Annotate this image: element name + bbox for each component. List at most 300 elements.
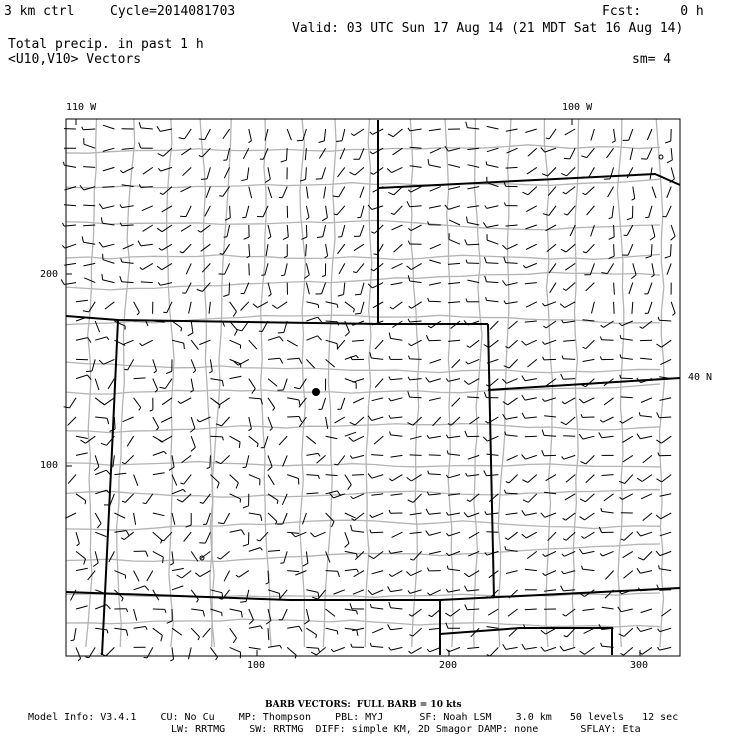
wind-barb xyxy=(191,340,198,350)
field-title-precip: Total precip. in past 1 h xyxy=(8,37,204,52)
wind-barb xyxy=(637,434,652,439)
wind-barb xyxy=(506,513,518,515)
wind-barb xyxy=(466,260,479,264)
top-label-100w: 100 W xyxy=(562,102,593,113)
wind-barb xyxy=(407,417,421,425)
wind-barb xyxy=(95,321,99,332)
wind-barb xyxy=(103,125,114,129)
wind-barb xyxy=(122,455,134,463)
wind-barb xyxy=(391,283,403,285)
wind-barb xyxy=(197,283,211,292)
wind-barb xyxy=(84,138,96,148)
wind-barb xyxy=(277,379,287,391)
wind-barb xyxy=(487,126,499,129)
wind-barb xyxy=(486,297,499,302)
wind-barb xyxy=(297,129,307,141)
wind-barb xyxy=(488,609,498,615)
wind-barb xyxy=(389,398,403,401)
wind-barb xyxy=(351,129,364,136)
wind-barb xyxy=(448,165,460,168)
wind-barb xyxy=(408,225,421,231)
wind-barb xyxy=(565,263,575,270)
wind-barb xyxy=(102,274,115,283)
county-border xyxy=(445,119,453,647)
wind-barb xyxy=(76,532,79,546)
wind-barb xyxy=(345,532,349,547)
wind-barb xyxy=(268,417,272,431)
wind-barb xyxy=(637,475,652,482)
wind-barb xyxy=(153,628,163,641)
wind-barb xyxy=(656,340,671,347)
wind-barb xyxy=(525,129,537,133)
wind-barb xyxy=(243,455,249,467)
wind-barb xyxy=(61,279,76,284)
wind-barb xyxy=(466,359,480,364)
wind-barb xyxy=(326,436,338,439)
wind-barb xyxy=(644,283,652,294)
wind-barb xyxy=(268,398,275,411)
wind-barb xyxy=(177,494,191,502)
county-border xyxy=(410,119,419,647)
wind-barb xyxy=(467,187,479,189)
wind-barb xyxy=(581,532,594,538)
county-border xyxy=(261,119,272,647)
wind-barb xyxy=(268,283,271,297)
wind-barb xyxy=(604,494,614,501)
wind-barb xyxy=(526,225,537,229)
wind-barb xyxy=(319,129,326,143)
wind-barb xyxy=(546,475,556,481)
wind-barb xyxy=(201,244,211,251)
wind-barb xyxy=(159,244,172,250)
wind-barb xyxy=(580,494,594,502)
wind-barb xyxy=(466,473,480,476)
wind-barb xyxy=(180,206,191,217)
wind-barb xyxy=(638,551,652,560)
wind-barb xyxy=(139,143,153,149)
wind-barb xyxy=(172,340,184,349)
wind-barb xyxy=(645,206,652,218)
wind-barb xyxy=(249,340,257,349)
wind-barb xyxy=(326,417,328,429)
axis-ticks xyxy=(66,119,680,656)
wind-barb xyxy=(172,628,182,635)
wind-barb xyxy=(623,129,633,140)
wind-barb xyxy=(350,167,365,175)
wind-barb xyxy=(448,187,460,190)
wind-barb xyxy=(99,204,114,209)
wind-barb xyxy=(388,586,403,591)
wind-barb xyxy=(95,532,106,536)
wind-barb xyxy=(216,417,230,426)
wind-barb xyxy=(487,454,499,455)
wind-barb xyxy=(527,167,537,174)
wind-barb xyxy=(201,551,211,558)
wind-barb xyxy=(389,602,403,609)
wind-barb xyxy=(392,532,403,537)
wind-barb xyxy=(525,609,537,610)
wind-barb xyxy=(114,473,126,474)
wind-barb xyxy=(368,205,383,210)
wind-barb xyxy=(465,239,480,245)
wind-barb xyxy=(503,644,518,649)
wind-barb xyxy=(127,436,133,446)
wind-barb xyxy=(122,494,134,503)
wind-barb xyxy=(656,513,671,519)
wind-barb xyxy=(268,225,271,239)
wind-barb xyxy=(637,531,652,536)
wind-barb xyxy=(353,379,364,383)
wind-barb xyxy=(372,628,383,633)
wind-barb xyxy=(632,302,633,314)
wind-barb xyxy=(487,627,499,629)
wind-barb xyxy=(134,627,148,630)
field-title-vectors: <U10,V10> Vectors xyxy=(8,52,142,67)
wind-barb xyxy=(542,167,556,176)
wind-barb xyxy=(143,225,153,231)
wind-barb xyxy=(429,551,441,554)
wind-barb xyxy=(659,565,672,570)
wind-barb xyxy=(351,644,364,648)
wind-barb xyxy=(306,453,320,456)
wind-barb xyxy=(624,571,633,579)
wind-barb xyxy=(121,259,134,264)
wind-barb xyxy=(368,416,383,421)
wind-barb xyxy=(68,417,77,426)
wind-barb xyxy=(345,475,352,490)
wind-barb xyxy=(550,283,556,293)
wind-barb xyxy=(287,398,300,406)
wind-barb xyxy=(631,263,636,278)
wind-barb xyxy=(184,532,192,541)
wind-barb xyxy=(95,513,101,528)
wind-barb xyxy=(76,300,88,302)
wind-barb xyxy=(410,166,422,168)
wind-barb xyxy=(426,509,441,514)
wind-barb xyxy=(562,455,576,459)
wind-barb xyxy=(172,321,182,331)
wind-barb xyxy=(368,590,383,595)
wind-barb xyxy=(324,187,326,199)
wind-barb xyxy=(325,244,328,258)
wind-barb xyxy=(345,569,359,572)
wind-barb xyxy=(159,436,172,442)
wind-barb xyxy=(338,283,345,297)
wind-barb xyxy=(429,206,441,208)
wind-barb xyxy=(287,475,299,485)
wind-barb xyxy=(563,340,575,341)
wind-barb xyxy=(526,302,537,307)
wind-barb xyxy=(64,398,76,408)
wind-barb xyxy=(407,475,422,481)
wind-barb xyxy=(582,187,594,195)
wind-barb xyxy=(428,221,441,225)
wind-barb xyxy=(163,302,172,313)
wind-barb xyxy=(230,376,242,378)
wind-barb xyxy=(306,493,318,494)
wind-barb xyxy=(506,225,518,226)
wind-barb xyxy=(652,187,656,198)
wind-barb xyxy=(586,475,595,483)
wind-barb xyxy=(427,590,440,595)
wind-barb xyxy=(505,532,517,539)
wind-barb xyxy=(466,122,479,129)
barb-legend: BARB VECTORS: FULL BARB = 10 kts xyxy=(265,700,462,710)
wind-barb xyxy=(230,340,241,348)
wind-barb xyxy=(108,379,114,389)
wind-barb xyxy=(84,278,95,283)
wind-barb xyxy=(640,358,652,359)
county-border xyxy=(117,119,135,647)
wind-barb xyxy=(522,376,537,381)
wind-barb xyxy=(660,359,671,364)
wind-barb xyxy=(350,417,364,425)
wind-barb xyxy=(579,549,594,554)
wind-barb xyxy=(76,568,88,570)
wind-barb xyxy=(268,628,269,640)
wind-barb xyxy=(582,566,595,571)
wind-barb xyxy=(223,129,230,139)
wind-barb xyxy=(485,276,499,283)
wind-barb xyxy=(452,398,460,407)
wind-barb xyxy=(153,532,162,543)
wind-barb xyxy=(600,417,613,422)
wind-barb xyxy=(147,571,153,581)
wind-barb xyxy=(406,571,421,576)
county-border xyxy=(572,119,578,647)
wind-barb xyxy=(326,609,335,616)
wind-barb xyxy=(306,628,316,638)
wind-barb xyxy=(335,417,345,423)
wind-barb xyxy=(280,590,288,599)
wind-barb xyxy=(528,359,537,367)
wind-barb xyxy=(76,647,81,661)
wind-barb xyxy=(483,222,498,227)
wind-barb xyxy=(310,532,325,537)
wind-barb xyxy=(505,490,518,494)
wind-barb xyxy=(284,244,287,257)
wind-barb xyxy=(287,647,296,658)
wind-barb xyxy=(504,257,518,264)
wind-barb xyxy=(449,233,460,244)
wind-barb xyxy=(150,398,153,411)
wind-barb xyxy=(389,475,402,481)
wind-barb xyxy=(268,358,283,363)
wind-barb xyxy=(410,455,422,456)
wind-barb xyxy=(230,321,238,336)
wind-barb xyxy=(429,398,441,401)
wind-barb xyxy=(306,187,308,199)
wind-barb xyxy=(95,379,99,390)
wind-barb xyxy=(549,263,556,273)
wind-barb xyxy=(203,513,211,524)
wind-barb xyxy=(186,263,191,274)
wind-barb xyxy=(375,340,383,349)
wind-barb xyxy=(241,302,249,311)
wind-barb xyxy=(464,379,479,385)
wind-barb xyxy=(468,280,480,283)
wind-barb xyxy=(600,337,613,341)
wind-barb xyxy=(191,359,195,373)
wind-barb xyxy=(158,148,172,156)
wind-barb xyxy=(541,513,556,518)
wind-barb xyxy=(63,223,77,226)
wind-barb xyxy=(427,435,441,438)
wind-barb xyxy=(621,647,633,655)
wind-barb xyxy=(663,206,672,217)
wind-barb xyxy=(353,263,364,272)
wind-barb xyxy=(139,122,153,129)
wind-barb xyxy=(372,398,384,401)
wind-barb xyxy=(195,571,210,577)
wind-barb xyxy=(408,319,422,322)
wind-barb xyxy=(525,283,537,284)
wind-barb xyxy=(230,494,241,503)
wind-barb xyxy=(355,283,364,295)
wind-barb xyxy=(219,263,230,274)
wind-barb xyxy=(230,530,245,535)
wind-barb xyxy=(279,436,287,445)
wind-barb xyxy=(345,432,356,436)
wind-barb xyxy=(389,510,402,513)
wind-barb xyxy=(283,225,288,240)
wind-barb xyxy=(570,225,575,236)
wind-barb xyxy=(266,244,268,256)
wind-barb xyxy=(632,187,635,201)
wind-barb xyxy=(466,299,479,302)
wind-barb xyxy=(249,548,263,552)
wind-barb xyxy=(370,513,384,518)
wind-barb xyxy=(586,283,595,291)
wind-barb xyxy=(242,206,249,218)
wind-barb xyxy=(506,167,518,168)
wind-barb xyxy=(306,359,314,368)
wind-barb xyxy=(429,283,441,286)
wind-barb xyxy=(581,148,594,157)
wind-barb xyxy=(486,379,498,387)
wind-barb xyxy=(407,201,422,206)
wind-barb xyxy=(322,206,327,221)
wind-barb xyxy=(64,162,77,168)
wind-barb xyxy=(140,263,153,269)
county-border xyxy=(66,254,660,259)
wind-barb xyxy=(76,436,88,438)
wind-barb xyxy=(224,571,230,582)
wind-barb xyxy=(316,283,326,294)
wind-barb xyxy=(507,148,518,153)
state-border-co-west xyxy=(102,320,118,655)
wind-barb xyxy=(268,337,283,342)
wind-barb xyxy=(338,167,345,177)
wind-barb xyxy=(345,302,355,313)
wind-barb xyxy=(319,148,325,158)
wind-barb xyxy=(143,167,153,174)
wind-barb xyxy=(287,340,297,346)
wind-barb xyxy=(249,129,252,143)
wind-barb xyxy=(583,340,595,348)
wind-barb xyxy=(409,647,422,653)
wind-barb xyxy=(170,551,173,565)
wind-barb xyxy=(560,302,575,308)
wind-barb xyxy=(389,415,403,418)
wind-barb xyxy=(103,167,115,171)
wind-barb xyxy=(541,148,556,153)
wind-barb xyxy=(202,263,210,272)
county-border xyxy=(66,619,660,627)
wind-barb xyxy=(294,379,306,389)
wind-barb xyxy=(464,571,479,577)
wind-barb xyxy=(507,455,518,460)
wind-barb xyxy=(565,494,575,500)
wind-barb xyxy=(641,398,652,403)
wind-barb xyxy=(287,129,291,140)
wind-barb xyxy=(134,586,149,591)
wind-barb xyxy=(391,455,403,457)
wind-barb xyxy=(210,436,223,440)
wind-barb xyxy=(95,628,108,633)
wind-barb xyxy=(375,379,383,388)
wind-barb xyxy=(180,475,191,484)
wind-barb xyxy=(182,283,191,294)
wind-barb xyxy=(426,377,441,382)
wind-barb xyxy=(205,206,211,217)
wind-barb xyxy=(542,450,556,456)
wind-barb xyxy=(465,586,480,591)
wind-barb xyxy=(609,206,614,219)
wind-barb xyxy=(641,148,652,159)
wind-barb xyxy=(99,242,114,247)
wind-barb xyxy=(660,398,672,401)
wind-barb xyxy=(189,302,192,314)
wind-barb xyxy=(504,202,517,205)
wind-barb xyxy=(484,340,499,347)
wind-barb xyxy=(608,187,614,197)
wind-barb xyxy=(587,206,595,215)
wind-barb xyxy=(210,379,223,387)
county-border xyxy=(66,179,660,188)
wind-barb xyxy=(249,417,252,431)
wind-barb xyxy=(622,244,633,255)
wind-barb xyxy=(561,244,575,252)
wind-barb xyxy=(509,321,518,329)
wind-barb xyxy=(580,455,594,464)
wind-barb xyxy=(199,340,210,344)
wind-barb xyxy=(95,337,109,340)
wind-barb xyxy=(161,417,172,422)
wind-barb xyxy=(528,148,537,156)
wind-barb xyxy=(322,263,325,276)
county-borders xyxy=(66,119,664,647)
wind-barb xyxy=(190,379,193,393)
wind-barb xyxy=(249,647,261,649)
wind-barb xyxy=(134,571,140,582)
wind-barb xyxy=(600,356,613,359)
wind-barb xyxy=(599,432,614,437)
wind-barb xyxy=(172,568,184,570)
wind-barb xyxy=(485,417,498,423)
wind-barb xyxy=(76,453,88,456)
wind-barb xyxy=(143,494,153,504)
wind-barb xyxy=(76,551,86,564)
wind-barb xyxy=(579,434,594,439)
wind-barb xyxy=(230,647,241,658)
wind-barb xyxy=(351,525,364,532)
wind-barb xyxy=(601,263,613,273)
wind-barb xyxy=(427,647,441,651)
wind-barb xyxy=(65,513,76,518)
wind-barb xyxy=(637,627,652,632)
wind-barb xyxy=(306,317,321,322)
